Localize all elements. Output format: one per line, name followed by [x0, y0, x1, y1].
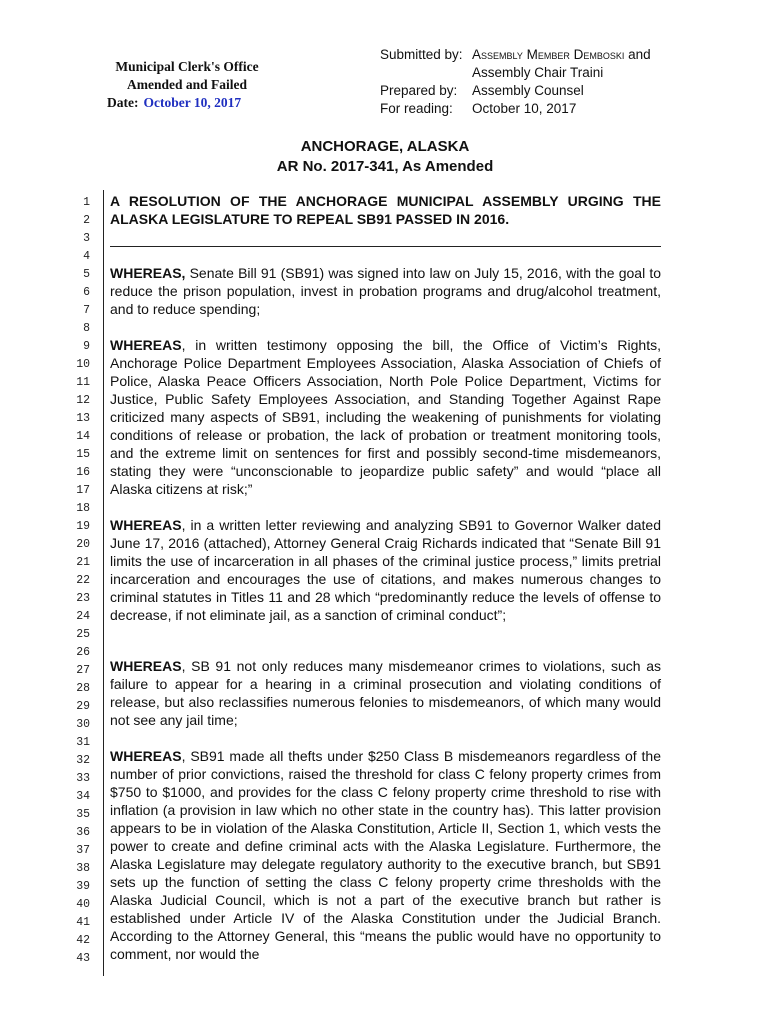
line-number: 22	[76, 574, 90, 587]
line-number: 30	[76, 718, 90, 731]
whereas-text: Senate Bill 91 (SB91) was signed into law on July 15, 2016, with the goal to reduce the prison population, invest in probation programs and drug/alcohol treatment, and to reduce spending;	[110, 265, 661, 317]
line-number: 4	[83, 250, 90, 263]
stamp-date-label: Date:	[107, 95, 139, 110]
submitted-by-chair: Assembly Chair Traini	[472, 65, 604, 80]
line-number: 23	[76, 592, 90, 605]
line-number: 21	[76, 556, 90, 569]
whereas-paragraph-2	[110, 336, 661, 498]
whereas-text: , in written testimony opposing the bill, the Office of Victim’s Rights, Anchorage Police Department Employees Association, Alaska Association of Chiefs of Police, Alaska Peace Officers Association, North Pole Police Department, Victims for Justice, Public Safety Employees Association, and Standing Together Against Rape criticized many aspects of SB91, including the weakening of punishments for violating conditions of release or probation, the lack of probation or treatment monitoring tools, and the extreme limit on sentences for first and possibly second-time misdemeanors, stating they were “unconscionable to jeopardize public safety” and would “place all Alaska citizens at risk;”	[110, 337, 661, 497]
line-number: 27	[76, 664, 90, 677]
line-number: 20	[76, 538, 90, 551]
line-number: 15	[76, 448, 90, 461]
line-number: 16	[76, 466, 90, 479]
line-number: 43	[76, 952, 90, 965]
line-number: 38	[76, 862, 90, 875]
heading-place: ANCHORAGE, ALASKA	[300, 138, 470, 155]
whereas-lead: WHEREAS	[110, 748, 182, 764]
line-number: 11	[76, 376, 90, 389]
for-reading-label: For reading:	[380, 101, 453, 116]
line-number: 7	[83, 304, 90, 317]
line-number: 40	[76, 898, 90, 911]
whereas-paragraph-1	[110, 264, 661, 318]
document-heading	[0, 137, 770, 177]
line-number: 24	[76, 610, 90, 623]
line-number: 17	[76, 484, 90, 497]
submitted-by-label: Submitted by:	[380, 47, 463, 62]
line-number: 14	[76, 430, 90, 443]
line-number: 33	[76, 772, 90, 785]
line-number: 5	[83, 268, 90, 281]
line-number: 26	[76, 646, 90, 659]
line-number: 37	[76, 844, 90, 857]
for-reading-value: October 10, 2017	[472, 101, 577, 116]
prepared-by-label: Prepared by:	[380, 83, 458, 98]
line-number: 19	[76, 520, 90, 533]
line-number: 6	[83, 286, 90, 299]
whereas-lead: WHEREAS	[110, 658, 182, 674]
line-number: 3	[83, 232, 90, 245]
clerk-office: Municipal Clerk's Office	[115, 59, 259, 74]
whereas-text: , SB91 made all thefts under $250 Class B misdemeanors regardless of the number of prior convictions, raised the threshold for class C felony property crimes from $750 to $1000, and provides for the class C felony property crime threshold to rise with inflation (a provision in law which no other state in the country has). This latter provision appears to be in violation of the Alaska Constitution, Article II, Section 1, which vests the power to create and define criminal acts with the Alaska Legislature. Furthermore, the Alaska Legislature may delegate regulatory authority to the executive branch, but SB91 sets up the function of setting the class C felony property crime thresholds with the Alaska Judicial Council, which is not a part of the executive branch but rather is established under Article IV of the Alaska Constitution under the Judicial Branch. According to the Attorney General, this “means the public would have no opportunity to comment, nor would the	[110, 748, 661, 962]
whereas-text: , SB 91 not only reduces many misdemeanor crimes to violations, such as failure to appear for a hearing in a criminal prosecution and violating conditions of release, but also reclassifies numerous felonies to misdemeanors, of which many would not see any jail time;	[110, 658, 661, 728]
line-number: 41	[76, 916, 90, 929]
resolution-title: A RESOLUTION OF THE ANCHORAGE MUNICIPAL ASSEMBLY URGING THE ALASKA LEGISLATURE TO REPEAL SB91 PASSED IN 2016.	[110, 193, 661, 227]
clerk-stamp	[107, 58, 267, 112]
line-number: 10	[76, 358, 90, 371]
line-number: 13	[76, 412, 90, 425]
line-number: 29	[76, 700, 90, 713]
line-number: 8	[83, 322, 90, 335]
line-number: 2	[83, 214, 90, 227]
prepared-by-value: Assembly Counsel	[472, 83, 584, 98]
line-number: 1	[83, 196, 90, 209]
whereas-lead: WHEREAS	[110, 337, 182, 353]
amended-status: Amended and Failed	[126, 77, 248, 92]
submission-labels	[380, 46, 463, 118]
line-number: 31	[76, 736, 90, 749]
submitted-by-member: Assembly Member Demboski	[472, 47, 625, 62]
whereas-text: , in a written letter reviewing and analyzing SB91 to Governor Walker dated June 17, 2016 (attached), Attorney General Craig Richards indicated that “Senate Bill 91 limits the use of incarceration in all phases of the criminal justice process,” limits pretrial incarceration and encourages the use of citations, and makes numerous changes to criminal statutes in Titles 11 and 28 which “predominantly reduce the levels of offense to decrease, if not eliminate jail, as a sanction of criminal conduct”;	[110, 517, 661, 623]
stamp-date-value: October 10, 2017	[143, 95, 242, 110]
title-divider	[110, 246, 661, 247]
line-number: 34	[76, 790, 90, 803]
line-number: 42	[76, 934, 90, 947]
line-number: 32	[76, 754, 90, 767]
whereas-paragraph-3	[110, 516, 661, 624]
whereas-paragraph-5	[110, 747, 661, 963]
heading-ar-number: AR No. 2017-341, As Amended	[276, 158, 494, 175]
whereas-lead: WHEREAS,	[110, 265, 186, 281]
submitted-by-and: and	[628, 47, 651, 62]
whereas-paragraph-4	[110, 657, 661, 729]
gutter-rule	[103, 190, 104, 976]
whereas-lead: WHEREAS	[110, 517, 182, 533]
line-number: 9	[83, 340, 90, 353]
line-number: 39	[76, 880, 90, 893]
line-number: 28	[76, 682, 90, 695]
line-number: 18	[76, 502, 90, 515]
submitted-by-value	[472, 46, 651, 64]
line-number: 25	[76, 628, 90, 641]
submission-values	[472, 46, 651, 118]
line-number: 35	[76, 808, 90, 821]
line-number: 12	[76, 394, 90, 407]
line-number: 36	[76, 826, 90, 839]
stamp-date	[107, 94, 267, 112]
